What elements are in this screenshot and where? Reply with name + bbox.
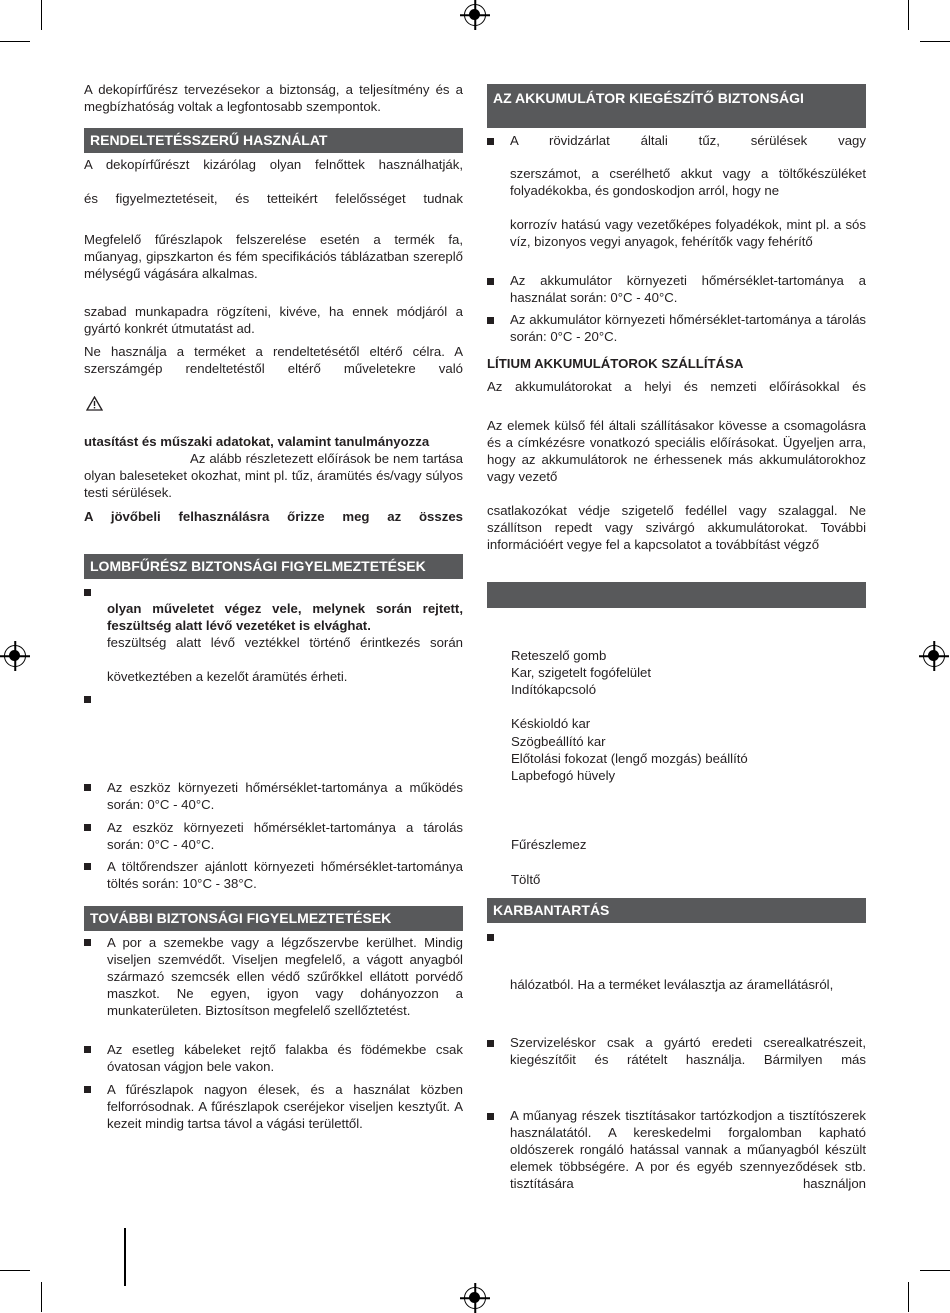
battery-bullet-1: [487, 132, 866, 252]
additional-bullet-1: [84, 934, 463, 1038]
transport-p1: Az akkumulátorokat a helyi és nemzeti előírásokkal és: [487, 379, 866, 394]
additional-bullet-3: [84, 1081, 463, 1135]
safety-bullet-2: [84, 692, 463, 712]
bullet-square-icon: [84, 939, 91, 946]
crop-mark: [0, 1270, 30, 1271]
section-heading-maintenance: KARBANTARTÁS: [487, 898, 866, 923]
crop-mark: [920, 1270, 950, 1271]
maintenance-bullet-1: [487, 929, 866, 999]
intended-use-p3: Megfelelő fűrészlapok felszerelése esetén a termék fa, műanyag, gipszkarton és fém specifikációs táblázatban szereplő mélységű vágására alkalmas.: [84, 232, 463, 281]
parts-item: Kar, szigetelt fogófelület: [511, 665, 652, 680]
crop-mark: [0, 41, 30, 42]
safety-bullet-5: [84, 858, 463, 894]
section-heading-safety: LOMBFŰRÉSZ BIZTONSÁGI FIGYELMEZTETÉSEK: [84, 554, 463, 579]
parts-item: Indítókapcsoló: [511, 682, 597, 697]
intended-use-p6: utasítást és műszaki adatokat, valamint tanulmányozza: [84, 434, 430, 449]
crop-mark: [920, 41, 950, 42]
parts-item: Szögbeállító kar: [511, 734, 606, 749]
parts-item: Késkioldó kar: [511, 716, 591, 731]
maintenance-bullet-1-line: hálózatból. Ha a terméket leválasztja az áramellátásról,: [510, 977, 834, 992]
intended-use-p1: A dekopírfűrészt kizárólag olyan felnőttek használhatják,: [84, 157, 463, 172]
crop-mark: [41, 0, 42, 30]
bullet-square-icon: [84, 1086, 91, 1093]
bullet-square-icon: [487, 1113, 494, 1120]
parts-item: Töltő: [511, 872, 541, 887]
warning-triangle-icon: [86, 396, 103, 411]
parts-item: Előtolási fokozat (lengő mozgás) beállító: [511, 751, 748, 766]
safety-bullet-3: [84, 779, 463, 815]
maintenance-bullet-3-text: A műanyag részek tisztításakor tartózkodjon a tisztítószerek használatától. A kereskedelmi forgalomban kapható oldószerek rongáló hatással vannak a műanyagból készült elemek többségére. A por és egyéb szennyeződések stb. tisztítására használjon: [510, 1108, 866, 1191]
registration-mark-icon: [923, 645, 945, 667]
bullet-square-icon: [84, 1046, 91, 1053]
section-heading-parts: [487, 582, 866, 608]
battery-bullet-1-line3: korrozív hatású vagy vezetőképes folyadékok, mint pl. a sós víz, bizonyos vegyi anyagok, fehérítők vagy fehérítő: [510, 217, 866, 249]
intended-use-p8: A jövőbeli felhasználásra őrizze meg az összes: [84, 509, 463, 524]
safety-bullet-1-rest2: következtében a kezelőt áramütés érheti.: [107, 669, 348, 684]
maintenance-bullet-3: [487, 1107, 866, 1195]
bullet-square-icon: [487, 1040, 494, 1047]
registration-mark-icon: [4, 645, 26, 667]
bullet-square-icon: [487, 934, 494, 941]
safety-bullet-1-rest: feszültség alatt lévő veztékkel történő érintkezés során: [107, 635, 463, 650]
safety-bullet-4: [84, 819, 463, 855]
battery-bullet-1-line2: szerszámot, a cserélhető akkut vagy a töltőkészüléket folyadékokba, és gondoskodjon arról, hogy ne: [510, 166, 866, 198]
additional-bullet-3-text: A fűrészlapok nagyon élesek, és a használat közben felforrósodnak. A fűrészlapok cseréjekor viseljen kesztyűt. A kezeit mindig tartsa távol a vágási területtől.: [107, 1082, 463, 1131]
additional-bullet-2-text: Az esetleg kábeleket rejtő falakba és födémekbe csak óvatosan vágjon bele vakon.: [107, 1042, 463, 1074]
bullet-square-icon: [487, 317, 494, 324]
safety-bullet-4-text: Az eszköz környezeti hőmérséklet-tartománya a tárolás során: 0°C - 40°C.: [107, 820, 463, 852]
parts-item: Reteszelő gomb: [511, 648, 607, 663]
bullet-square-icon: [487, 138, 494, 145]
crop-mark: [41, 1282, 42, 1312]
battery-bullet-3-text: Az akkumulátor környezeti hőmérséklet-tartománya a tárolás során: 0°C - 20°C.: [510, 312, 866, 344]
crop-mark: [908, 1282, 909, 1312]
bullet-square-icon: [84, 589, 91, 596]
bullet-square-icon: [84, 824, 91, 831]
section-heading-battery: AZ AKKUMULÁTOR KIEGÉSZÍTŐ BIZTONSÁGI: [487, 84, 866, 128]
safety-bullet-3-text: Az eszköz környezeti hőmérséklet-tartománya a működés során: 0°C - 40°C.: [107, 780, 463, 812]
transport-p3: csatlakozókat védje szigetelő fedéllel vagy szalaggal. Ne szállítson repedt vagy szivárgó akkumulátorokat. További információért vegye fel a kapcsolatot a továbbítást végző: [487, 503, 866, 552]
battery-bullet-3: [487, 311, 866, 347]
bullet-square-icon: [487, 278, 494, 285]
safety-bullet-5-text: A töltőrendszer ajánlott környezeti hőmérséklet-tartománya töltés során: 10°C - 38°C.: [107, 859, 463, 891]
maintenance-bullet-2-text: Szervizeléskor csak a gyártó eredeti cserealkatrészeit, kiegészítőit és rátételt használja. Bármilyen más: [510, 1035, 866, 1067]
battery-bullet-2-text: Az akkumulátor környezeti hőmérséklet-tartománya a használat során: 0°C - 40°C.: [510, 273, 866, 305]
bullet-square-icon: [84, 696, 91, 703]
maintenance-bullet-2: [487, 1034, 866, 1070]
intended-use-p5: Ne használja a terméket a rendeltetésétől eltérő célra. A szerszámgép rendeltetéstől eltérő műveletekre való: [84, 344, 463, 376]
battery-bullet-1-line1: A rövidzárlat általi tűz, sérülések vagy: [510, 133, 866, 148]
battery-bullet-2: [487, 272, 866, 308]
safety-bullet-1-bold: olyan műveletet végez vele, melynek során rejtett, feszültség alatt lévő vezetéket is elvághat.: [107, 601, 463, 633]
additional-bullet-2: [84, 1041, 463, 1077]
safety-bullet-1: [84, 585, 463, 690]
crop-mark: [908, 0, 909, 30]
intro-paragraph: A dekopírfűrész tervezésekor a biztonság, a teljesítmény és a megbízhatóság voltak a legfontosabb szempontok.: [84, 82, 463, 114]
section-heading-intended-use: RENDELTETÉSSZERŰ HASZNÁLAT: [84, 128, 463, 153]
registration-mark-icon: [464, 1287, 486, 1309]
bullet-square-icon: [84, 784, 91, 791]
registration-mark-icon: [464, 4, 486, 26]
additional-bullet-1-text: A por a szemekbe vagy a légzőszervbe kerülhet. Mindig viseljen szemvédőt. Viseljen megfelelő, a vágott anyagból származó szemcsék ellen védő szűrőkkel ellátott porvédő maszkot. Ne egyen, igyon vagy dohányozzon a munkaterületen. Biztosítson megfelelő szellőztetést.: [107, 935, 463, 1018]
intended-use-p7: Az alább részletezett előírások be nem tartása olyan baleseteket okozhat, mint pl. tűz, áramütés és/vagy súlyos testi sérülések.: [84, 451, 463, 500]
parts-item: Lapbefogó hüvely: [511, 768, 616, 783]
section-heading-additional: TOVÁBBI BIZTONSÁGI FIGYELMEZTETÉSEK: [84, 906, 463, 931]
transport-heading: LÍTIUM AKKUMULÁTOROK SZÁLLÍTÁSA: [487, 356, 744, 371]
page-edge-mark: [124, 1228, 126, 1286]
transport-p2: Az elemek külső fél általi szállításakor kövesse a csomagolásra és a címkézésre vonatkozó speciális előírásokat. Ügyeljen arra, hogy az akkumulátorok ne érhessenek más akkumulátorokhoz vagy vezető: [487, 418, 866, 484]
parts-item: Fűrészlemez: [511, 837, 587, 852]
intended-use-p4: szabad munkapadra rögzíteni, kivéve, ha ennek módjáról a gyártó konkrét útmutatást ad.: [84, 304, 463, 336]
intended-use-p2: és figyelmeztetéseit, és tetteikért felelősséget tudnak: [84, 191, 463, 206]
bullet-square-icon: [84, 863, 91, 870]
